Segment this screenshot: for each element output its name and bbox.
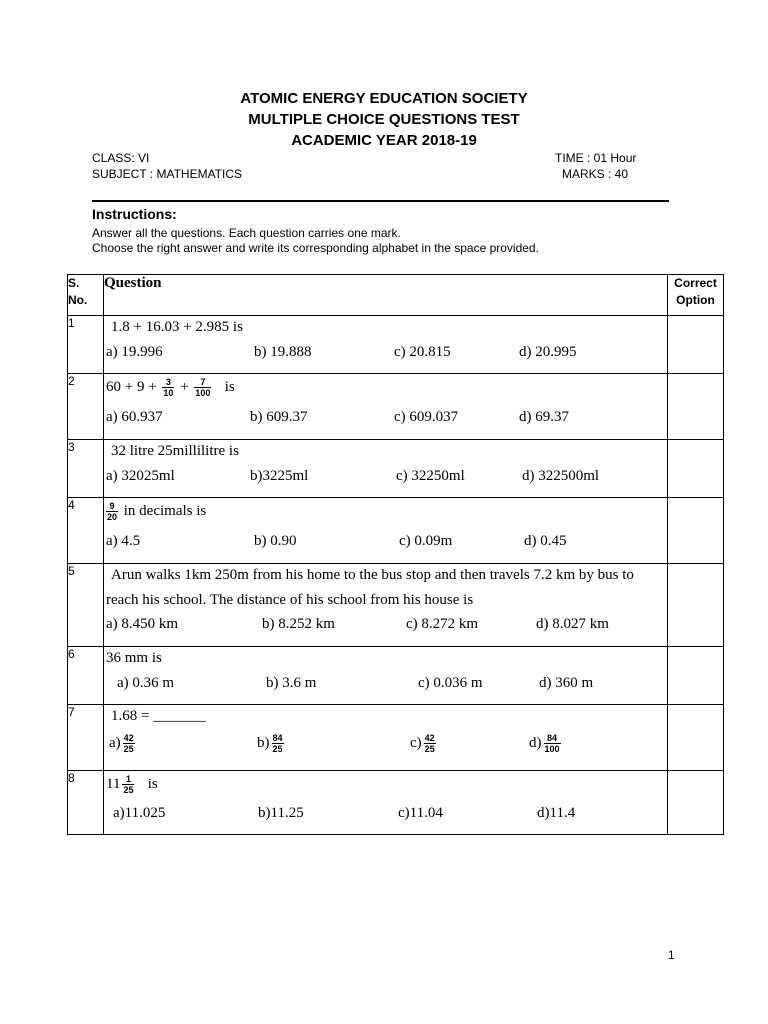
org-title: ATOMIC ENERGY EDUCATION SOCIETY — [240, 90, 528, 107]
option-d: d) $\frac{84}{100}$ — [529, 733, 560, 754]
question-text: 11 $\frac{1}{25}$ is — [106, 774, 158, 795]
instruction-line-2: Choose the right answer and write its corresponding alphabet in the space provided. — [92, 241, 539, 255]
option-d: d)11.4 — [537, 805, 576, 821]
question-row — [68, 705, 724, 771]
question-number: 6 — [68, 647, 104, 705]
fraction: $\frac{84}{25}$ — [272, 733, 283, 754]
question-number: 7 — [68, 705, 104, 771]
correct-option-header: Correct Option — [668, 275, 724, 316]
question-text: 1.68 = _______ — [111, 708, 206, 724]
test-title: MULTIPLE CHOICE QUESTIONS TEST — [248, 111, 520, 128]
answer-cell[interactable] — [668, 374, 724, 440]
question-cell — [104, 771, 668, 835]
option-c: c) 609.037 — [394, 409, 459, 425]
question-number: 4 — [68, 498, 104, 564]
option-b: b) 609.37 — [250, 409, 308, 425]
fraction: $\frac{9}{20}$ — [107, 501, 118, 522]
question-header: Question — [104, 275, 668, 316]
question-row — [68, 647, 724, 705]
option-a: a) 60.937 — [106, 409, 163, 425]
option-c: c) 0.09m — [399, 533, 453, 549]
question-text-line-1: Arun walks 1km 250m from his home to the bus stop and then travels 7.2 km by bus to — [111, 567, 634, 583]
question-text: 1.8 + 16.03 + 2.985 is — [111, 319, 243, 335]
question-number: 2 — [68, 374, 104, 440]
question-text: 36 mm is — [106, 650, 162, 666]
fraction: $\frac{7}{100}$ — [195, 377, 211, 398]
option-d: d) 322500ml — [522, 468, 600, 484]
fraction: $\frac{84}{100}$ — [544, 733, 560, 754]
table-header-row — [68, 275, 724, 316]
question-row — [68, 564, 724, 647]
question-cell — [104, 564, 668, 647]
option-b: b)3225ml — [250, 468, 309, 484]
option-c: c) 0.036 m — [418, 675, 483, 691]
marks-label: MARKS : 40 — [562, 167, 629, 181]
option-b: b) 19.888 — [254, 344, 312, 360]
instruction-line-1: Answer all the questions. Each question carries one mark. — [92, 226, 401, 240]
answer-cell[interactable] — [668, 705, 724, 771]
question-text: 32 litre 25millilitre is — [111, 443, 239, 459]
option-a: a) $\frac{42}{25}$ — [109, 733, 134, 754]
question-cell — [104, 647, 668, 705]
question-row — [68, 771, 724, 835]
question-text: 60 + 9 + $\frac{3}{10}$ + $\frac{7}{100}$ is — [106, 377, 235, 398]
header-divider — [92, 200, 669, 202]
option-a: a) 0.36 m — [117, 675, 175, 691]
instructions-title: Instructions: — [92, 206, 177, 222]
option-a: a) 19.996 — [106, 344, 163, 360]
option-d: d) 69.37 — [519, 409, 569, 425]
fraction: $\frac{42}{25}$ — [424, 733, 435, 754]
year-title: ACADEMIC YEAR 2018-19 — [291, 132, 477, 149]
option-d: d) 0.45 — [524, 533, 567, 549]
option-d: d) 360 m — [539, 675, 594, 691]
answer-cell[interactable] — [668, 316, 724, 374]
class-label: CLASS: VI — [92, 151, 150, 165]
question-number: 5 — [68, 564, 104, 647]
answer-cell[interactable] — [668, 647, 724, 705]
option-a: a) 8.450 km — [106, 616, 179, 632]
option-a: a)11.025 — [113, 805, 166, 821]
fraction: $\frac{1}{25}$ — [123, 774, 134, 795]
option-c: c) 8.272 km — [406, 616, 479, 632]
answer-cell[interactable] — [668, 564, 724, 647]
question-text: $\frac{9}{20}$ in decimals is — [107, 501, 207, 522]
option-b: b) 8.252 km — [262, 616, 335, 632]
question-row — [68, 498, 724, 564]
question-cell — [104, 374, 668, 440]
answer-cell[interactable] — [668, 440, 724, 498]
option-b: b) 3.6 m — [266, 675, 317, 691]
question-cell — [104, 440, 668, 498]
question-cell — [104, 705, 668, 771]
option-a: a) 32025ml — [106, 468, 175, 484]
time-label: TIME : 01 Hour — [555, 151, 637, 165]
question-row — [68, 316, 724, 374]
question-cell — [104, 498, 668, 564]
subject-label: SUBJECT : MATHEMATICS — [92, 167, 243, 181]
answer-cell[interactable] — [668, 498, 724, 564]
option-d: d) 8.027 km — [536, 616, 609, 632]
question-number: 8 — [68, 771, 104, 835]
option-c: c) 20.815 — [394, 344, 451, 360]
fraction: $\frac{42}{25}$ — [123, 733, 134, 754]
page-number: 1 — [668, 948, 675, 962]
question-number: 1 — [68, 316, 104, 374]
question-number: 3 — [68, 440, 104, 498]
option-c: c) $\frac{42}{25}$ — [410, 733, 435, 754]
option-b: b) $\frac{84}{25}$ — [257, 733, 283, 754]
question-row — [68, 374, 724, 440]
option-c: c)11.04 — [398, 805, 443, 821]
fraction: $\frac{3}{10}$ — [163, 377, 174, 398]
answer-cell[interactable] — [668, 771, 724, 835]
option-c: c) 32250ml — [396, 468, 465, 484]
question-row — [68, 440, 724, 498]
option-d: d) 20.995 — [519, 344, 577, 360]
option-b: b) 0.90 — [254, 533, 297, 549]
option-b: b)11.25 — [258, 805, 304, 821]
questions-table — [67, 274, 724, 835]
sno-header: S. No. — [68, 275, 104, 316]
option-a: a) 4.5 — [106, 533, 141, 549]
question-text-line-2: reach his school. The distance of his school from his house is — [106, 592, 474, 608]
question-cell — [104, 316, 668, 374]
